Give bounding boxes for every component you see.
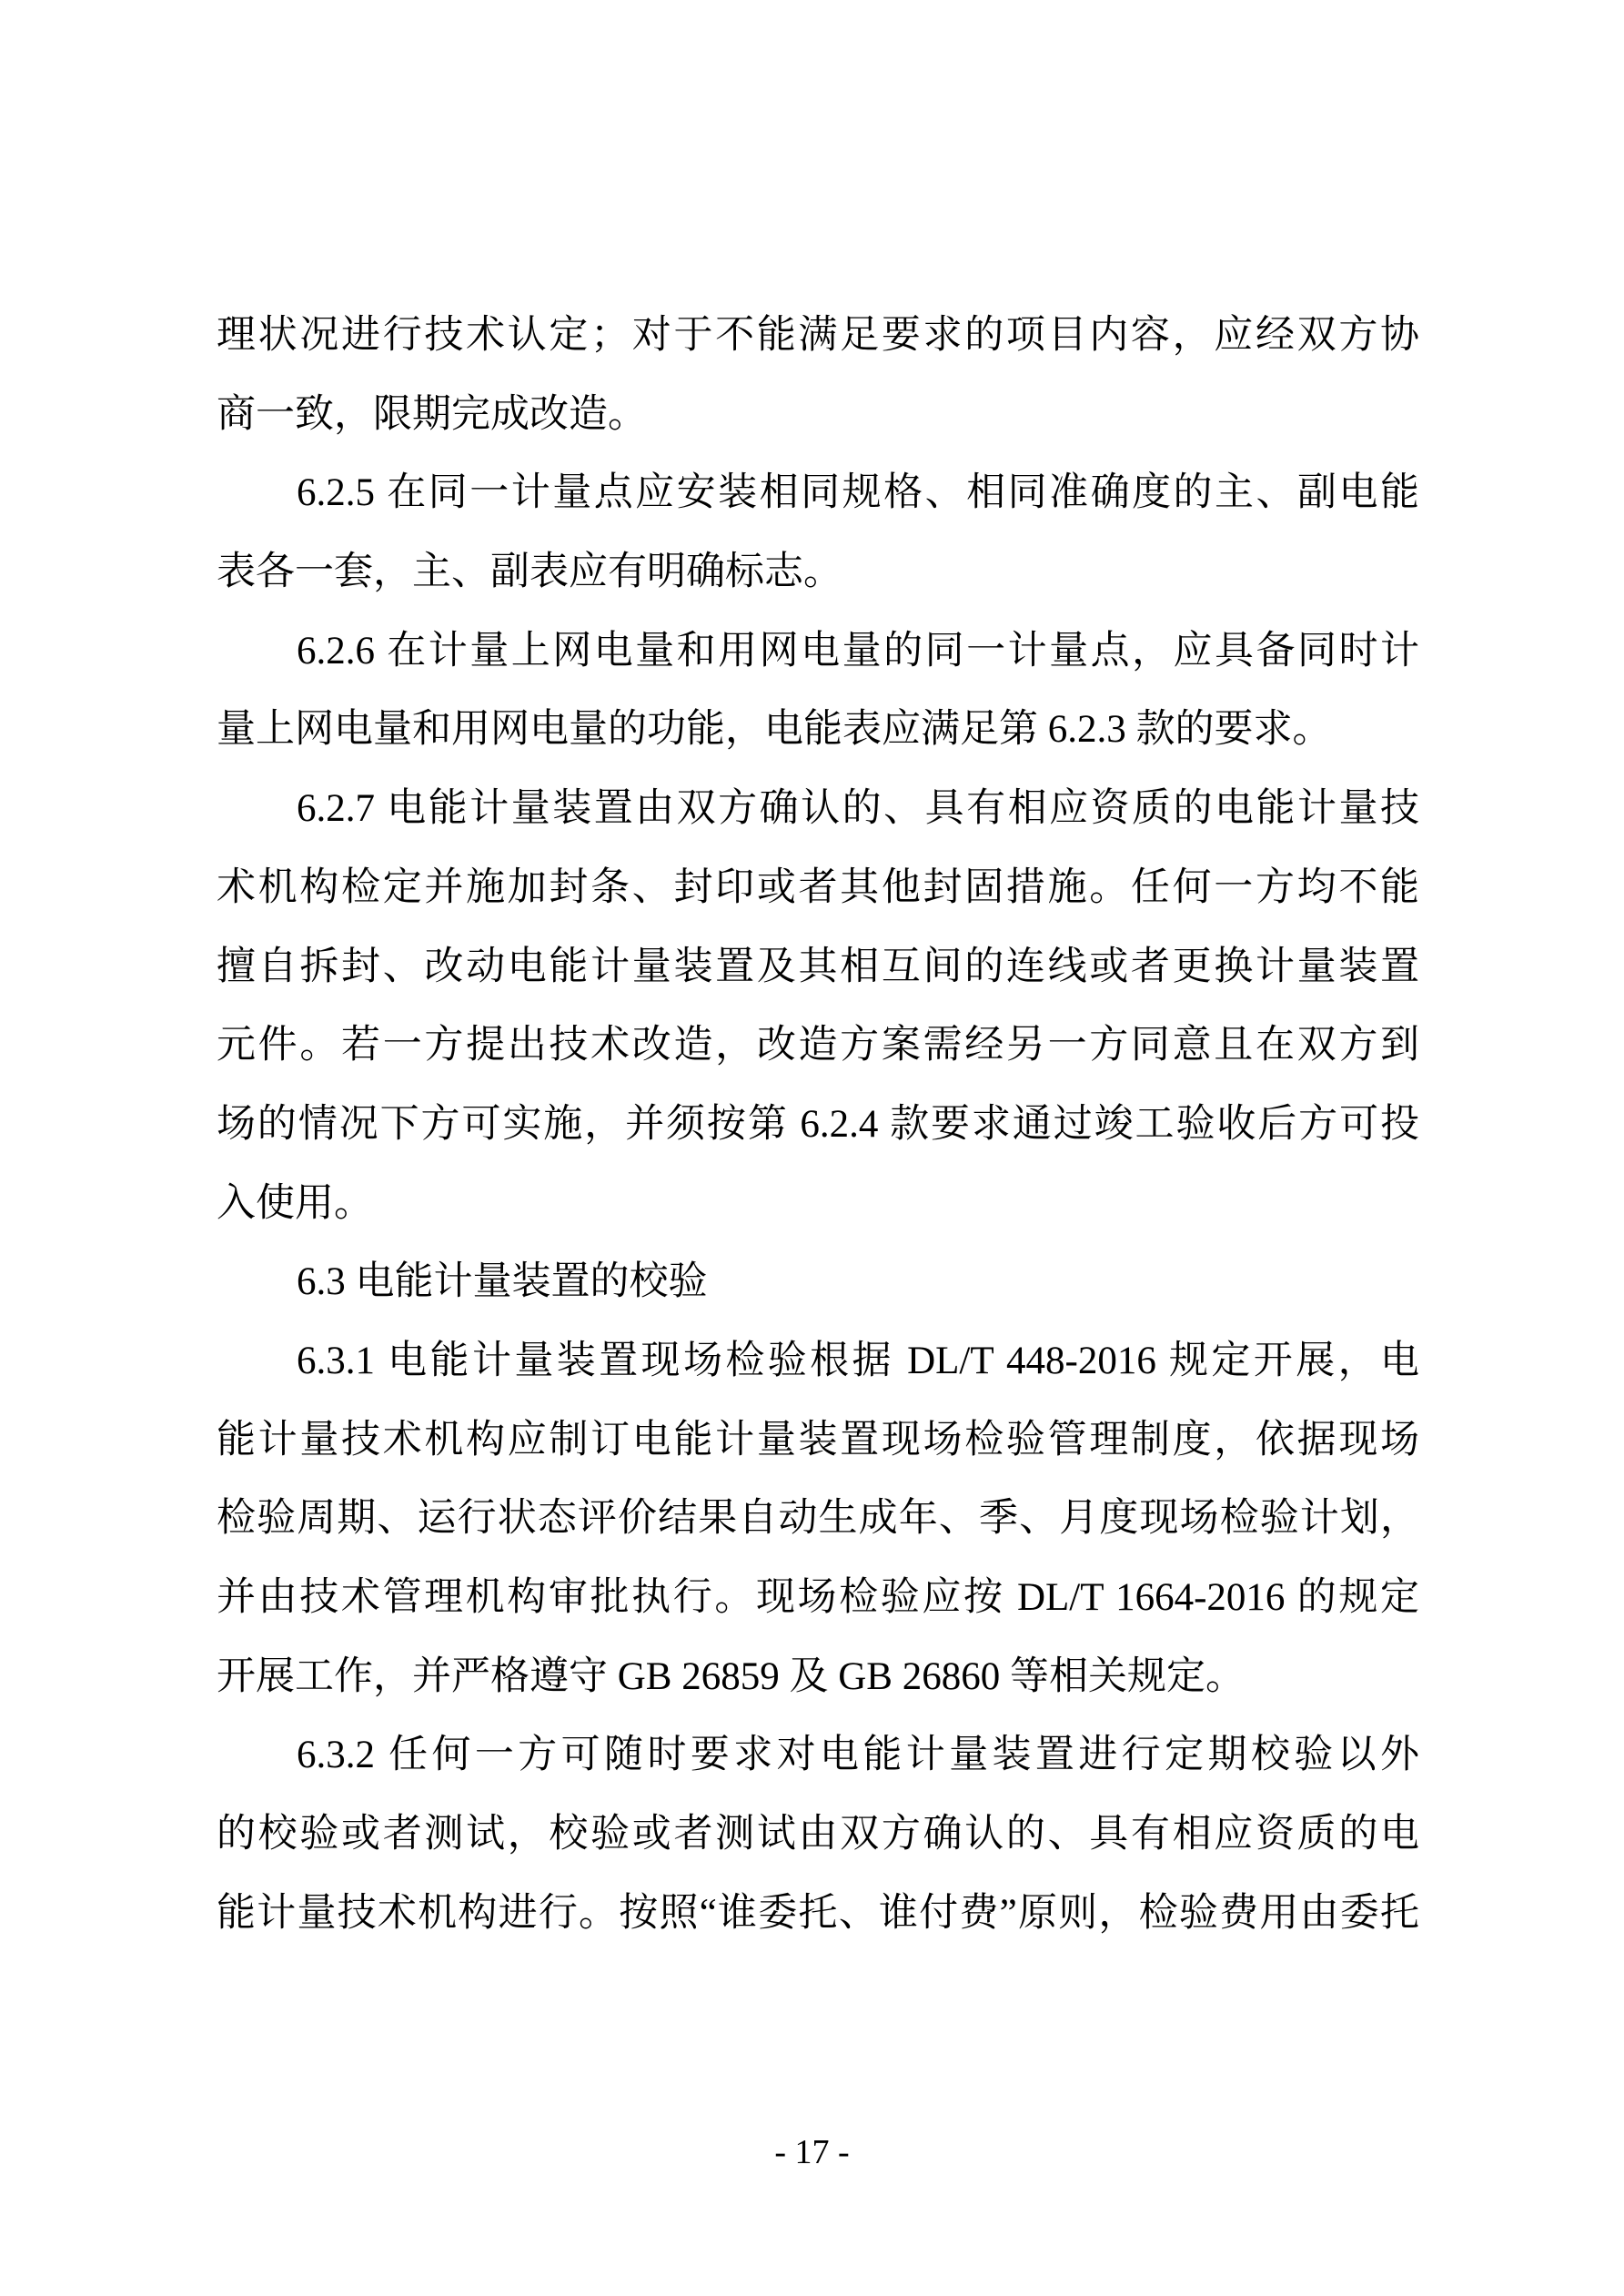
text-line: 理状况进行技术认定；对于不能满足要求的项目内容，应经双方协 [217,314,1419,357]
text-line: 的校验或者测试，校验或者测试由双方确认的、具有相应资质的电 [217,1813,1419,1856]
para-6.2.6 [217,612,1419,770]
text-line: 检验周期、运行状态评价结果自动生成年、季、月度现场检验计划， [217,1497,1419,1541]
text-line: 并由技术管理机构审批执行。现场检验应按 DL/T 1664-2016 的规定 [217,1576,1419,1619]
heading-6.3 [217,1243,1419,1322]
page-number: - 17 - [774,2133,850,2171]
text-line: 开展工作，并严格遵守 GB 26859 及 GB 26860 等相关规定。 [217,1654,1245,1698]
text-line: 6.3.1 电能计量装置现场检验根据 DL/T 448-2016 规定开展，电 [297,1339,1419,1382]
document-body [217,297,1419,1953]
text-line: 表各一套，主、副表应有明确标志。 [217,551,842,594]
para-6.3.2 [217,1716,1419,1953]
text-line: 擅自拆封、改动电能计量装置及其相互间的连线或者更换计量装置 [217,945,1419,988]
text-line: 6.2.6 在计量上网电量和用网电量的同一计量点，应具备同时计 [297,629,1419,673]
text-line: 能计量技术机构应制订电能计量装置现场检验管理制度，依据现场 [217,1418,1419,1462]
text-line: 量上网电量和用网电量的功能，电能表应满足第 6.2.3 款的要求。 [217,708,1332,752]
text-line: 商一致，限期完成改造。 [217,392,647,436]
text-line: 6.3 电能计量装置的校验 [297,1260,708,1304]
para-6.2.7 [217,770,1419,1243]
text-line: 术机构检定并施加封条、封印或者其他封固措施。任何一方均不能 [217,865,1419,909]
text-line: 6.3.2 任何一方可随时要求对电能计量装置进行定期校验以外 [297,1734,1419,1777]
para-6.2.4-continuation [217,297,1419,454]
para-6.3.1 [217,1322,1419,1716]
para-6.2.5 [217,454,1419,612]
text-line: 场的情况下方可实施，并须按第 6.2.4 款要求通过竣工验收后方可投 [217,1102,1419,1146]
text-line: 元件。若一方提出技术改造，改造方案需经另一方同意且在双方到 [217,1024,1419,1067]
text-line: 能计量技术机构进行。按照“谁委托、谁付费”原则，检验费用由委托 [217,1891,1419,1935]
text-line: 6.2.7 电能计量装置由双方确认的、具有相应资质的电能计量技 [297,787,1419,831]
text-line: 6.2.5 在同一计量点应安装相同规格、相同准确度的主、副电能 [297,471,1419,515]
text-line: 入使用。 [217,1181,373,1225]
